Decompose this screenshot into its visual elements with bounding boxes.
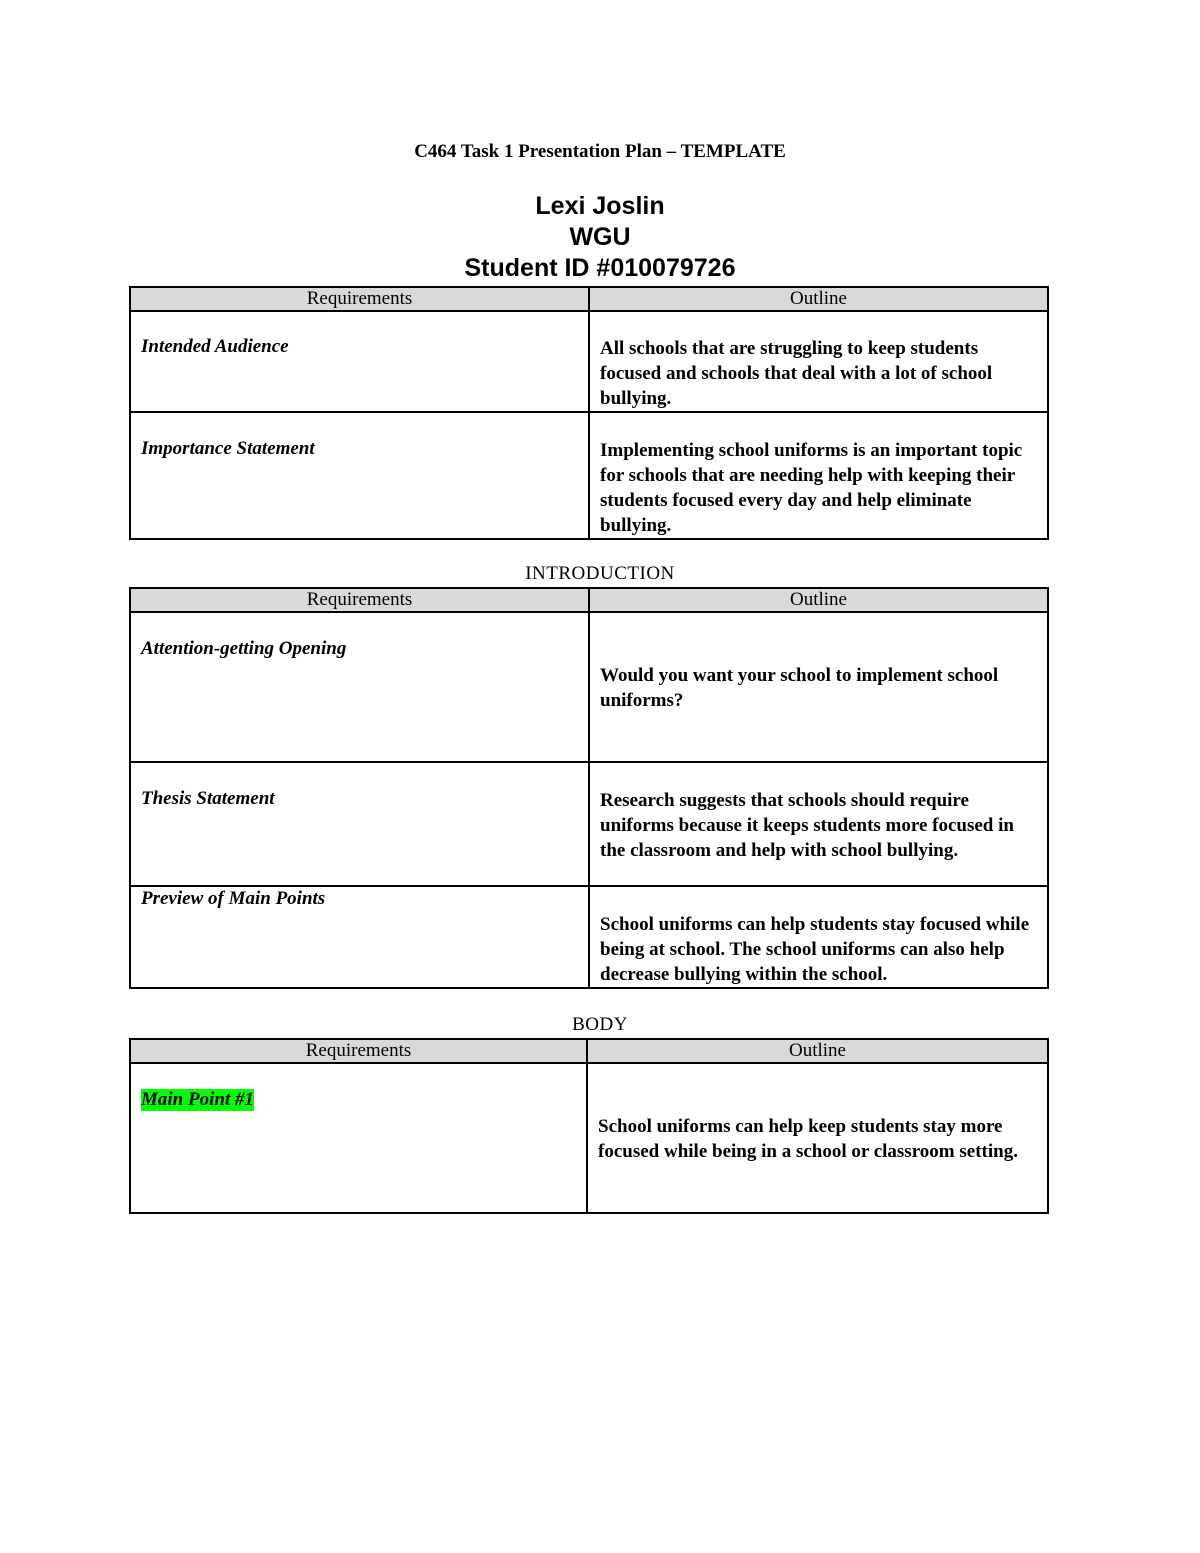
introduction-heading: INTRODUCTION <box>525 563 675 584</box>
outline-text: School uniforms can help students stay focused while being at school. The school uniforms can also help decrease bullying within the school. <box>600 914 1030 985</box>
table-header-row <box>130 287 1048 311</box>
outline-cell <box>589 311 1048 412</box>
requirement-cell <box>130 311 589 412</box>
table-row <box>130 762 1048 886</box>
table-row <box>130 311 1048 412</box>
outline-cell <box>587 1063 1048 1213</box>
table-row <box>130 1063 1048 1213</box>
body-heading: BODY <box>572 1014 628 1035</box>
requirements-header: Requirements <box>130 287 589 311</box>
requirement-cell <box>130 886 589 988</box>
outline-header: Outline <box>589 287 1048 311</box>
table-header-row <box>130 1039 1048 1063</box>
student-id: Student ID #010079726 <box>464 254 736 282</box>
student-header <box>0 191 1200 284</box>
outline-header: Outline <box>589 588 1048 612</box>
document-title: C464 Task 1 Presentation Plan – TEMPLATE <box>414 141 786 162</box>
outline-text: Implementing school uniforms is an important topic for schools that are needing help with keeping their students focused every day and help eliminate bullying. <box>600 440 1023 536</box>
main-point-1-label: Main Point #1 <box>141 1089 254 1110</box>
requirement-cell <box>130 1063 587 1213</box>
requirement-label: Importance Statement <box>141 438 315 459</box>
table-header-row <box>130 588 1048 612</box>
outline-text: All schools that are struggling to keep students focused and schools that deal with a lot of school bullying. <box>600 338 993 409</box>
outline-text: Research suggests that schools should require uniforms because it keeps students more focused in the classroom and help with school bullying. <box>600 790 1014 861</box>
requirement-label: Intended Audience <box>141 336 289 357</box>
outline-cell <box>589 886 1048 988</box>
requirements-header: Requirements <box>130 1039 587 1063</box>
outline-header: Outline <box>587 1039 1048 1063</box>
requirements-header: Requirements <box>130 588 589 612</box>
outline-cell <box>589 762 1048 886</box>
table-row <box>130 612 1048 762</box>
institution-name: WGU <box>569 223 631 251</box>
body-table <box>129 1038 1049 1214</box>
requirement-label: Thesis Statement <box>141 788 275 809</box>
outline-cell <box>589 612 1048 762</box>
requirement-cell <box>130 412 589 539</box>
outline-text: Would you want your school to implement school uniforms? <box>600 665 999 711</box>
introduction-table <box>129 587 1049 989</box>
requirement-label: Attention-getting Opening <box>141 638 347 659</box>
table-row <box>130 412 1048 539</box>
outline-text: School uniforms can help keep students stay more focused while being in a school or classroom setting. <box>598 1116 1018 1162</box>
audience-table <box>129 286 1049 540</box>
author-name: Lexi Joslin <box>535 192 665 220</box>
requirement-cell <box>130 612 589 762</box>
requirement-cell <box>130 762 589 886</box>
table-row <box>130 886 1048 988</box>
requirement-label: Preview of Main Points <box>141 888 326 909</box>
outline-cell <box>589 412 1048 539</box>
